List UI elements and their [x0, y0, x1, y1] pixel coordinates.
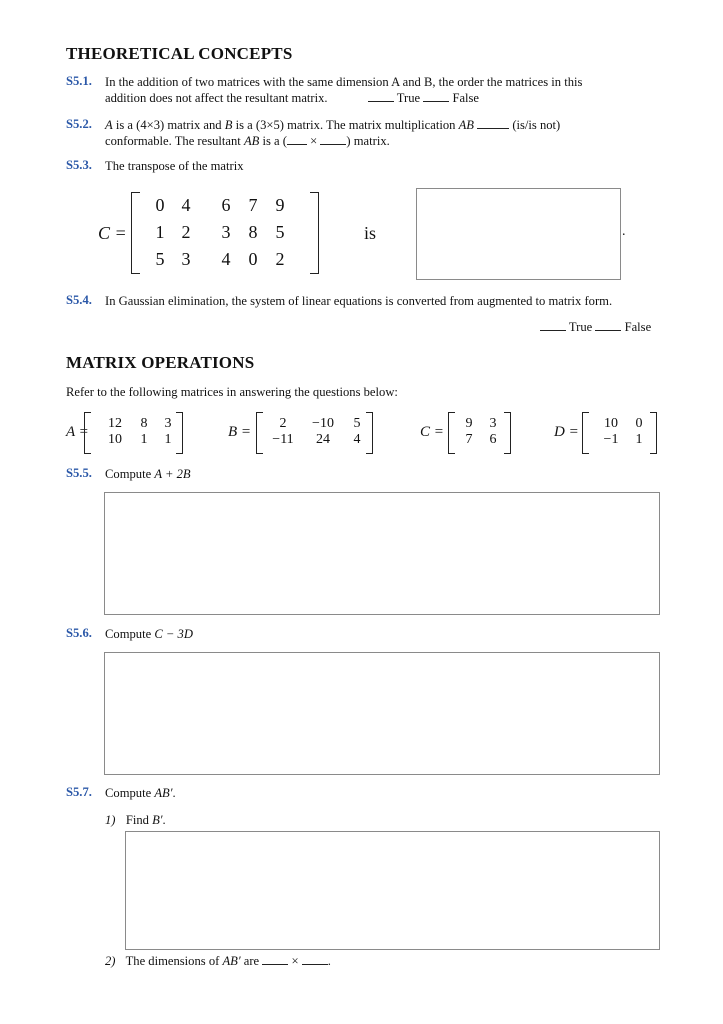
question-number-s5-5: S5.5.	[66, 466, 92, 480]
s5-2-var-b: B	[224, 118, 233, 132]
question-number-s5-1: S5.1.	[66, 74, 92, 88]
s5-7-period: .	[172, 786, 176, 800]
question-number-s5-2: S5.2.	[66, 117, 92, 131]
matrix-a-cell: 1	[164, 432, 172, 447]
matrix-c-cell: 0	[155, 195, 165, 215]
dim-cols-blank[interactable]	[302, 953, 328, 965]
matrix-a-cell: 10	[108, 432, 122, 447]
s5-5-expr: A + 2B	[154, 467, 191, 481]
matrix-c-right-bracket	[504, 412, 511, 454]
question-text-s5-2	[105, 117, 665, 149]
s5-2-text-5: ) matrix.	[346, 134, 390, 148]
question-text-s5-3: The transpose of the matrix	[105, 159, 244, 173]
sub-question-2	[105, 953, 331, 969]
question-number-s5-6: S5.6.	[66, 626, 92, 640]
question-text-s5-6	[105, 626, 193, 642]
matrix-c-left-bracket	[448, 412, 455, 454]
true-blank-s5-4[interactable]	[540, 319, 566, 331]
s5-2-text-2: is a (3×5) matrix. The matrix multiplication	[232, 118, 459, 132]
sub1-period: .	[162, 813, 166, 827]
matrix-b-cell: 24	[316, 432, 330, 447]
matrix-c-cell: 2	[275, 249, 285, 269]
s5-7-text: Compute	[105, 786, 155, 800]
s5-2-var-a: A	[105, 118, 113, 132]
s5-2-line1	[105, 117, 665, 133]
matrix-c-cell: 3	[181, 249, 191, 269]
matrix-d-cell: −1	[603, 432, 619, 447]
s5-1-line2	[105, 90, 665, 106]
matrix-d-cell: 0	[635, 416, 643, 431]
matrix-c-cell: 5	[155, 249, 165, 269]
matrix-b-cell: 2	[279, 416, 287, 431]
matrix-b-cell: 4	[353, 432, 361, 447]
s5-2-line2	[105, 133, 665, 149]
question-text-s5-4: In Gaussian elimination, the system of linear equations is converted from augmented to matrix form.	[105, 294, 613, 308]
is-text: is	[364, 223, 377, 243]
answer-box-s5-5[interactable]	[104, 492, 660, 615]
answer-box-s5-3[interactable]	[416, 188, 621, 280]
matrix-c-label: C =	[420, 424, 444, 440]
matrix-c-label: C =	[98, 223, 127, 243]
sub1-text: Find	[125, 813, 153, 827]
matrix-c-cell: 3	[489, 416, 497, 431]
matrix-b-cell: −10	[312, 416, 334, 431]
sub2-text: The dimensions of	[125, 954, 223, 968]
matrix-b-right-bracket	[366, 412, 373, 454]
sub2-expr: AB′	[222, 954, 241, 968]
false-label-s5-4: False	[624, 320, 652, 334]
true-false-s5-4	[540, 319, 651, 335]
s5-1-line1: In the addition of two matrices with the same dimension A and B, the order the matrices in this	[105, 75, 583, 89]
matrix-d-left-bracket	[582, 412, 589, 454]
answer-box-s5-6[interactable]	[104, 652, 660, 775]
question-number-s5-3: S5.3.	[66, 158, 92, 172]
matrix-a-cell: 1	[140, 432, 148, 447]
period: .	[622, 224, 626, 239]
conformable-blank[interactable]	[477, 117, 509, 129]
answer-box-s5-7-1[interactable]	[125, 831, 660, 950]
intro-text: Refer to the following matrices in answering the questions below:	[66, 385, 398, 399]
times-symbol: ×	[310, 134, 318, 148]
matrix-c-cell: 3	[221, 222, 231, 242]
matrix-b-cell: 5	[353, 416, 361, 431]
matrix-c-cell: 6	[489, 432, 497, 447]
s5-2-text-1: is a (4×3) matrix and	[112, 118, 225, 132]
question-text-s5-1	[105, 74, 665, 106]
matrix-c-cell: 6	[221, 195, 231, 215]
matrix-c-cell: 7	[248, 195, 258, 215]
matrix-a-cell: 12	[108, 416, 122, 431]
matrix-c-cell: 4	[181, 195, 191, 215]
matrix-c-cell: 9	[465, 416, 473, 431]
section-heading-theoretical: THEORETICAL CONCEPTS	[66, 44, 293, 63]
question-number-s5-4: S5.4.	[66, 293, 92, 307]
s5-6-expr: C − 3D	[154, 627, 193, 641]
sub-question-1	[105, 812, 166, 828]
question-text-s5-5	[105, 466, 191, 482]
dim-rows-blank[interactable]	[262, 953, 288, 965]
matrix-d-label: D =	[554, 424, 579, 440]
matrix-b-cell: −11	[272, 432, 294, 447]
left-bracket	[131, 192, 140, 274]
s5-2-choice: (is/is not)	[512, 118, 561, 132]
matrix-c-cell: 7	[465, 432, 473, 447]
s5-2-text-4: is a (	[259, 134, 287, 148]
matrix-c-cell: 2	[181, 222, 191, 242]
question-text-s5-7	[105, 785, 176, 801]
right-bracket	[310, 192, 319, 274]
matrix-c-cell: 4	[221, 249, 231, 269]
matrix-c-cell: 5	[275, 222, 285, 242]
matrix-d-right-bracket	[650, 412, 657, 454]
question-number-s5-7: S5.7.	[66, 785, 92, 799]
s5-2-text-3: conformable. The resultant	[105, 134, 244, 148]
cols-blank[interactable]	[320, 133, 346, 145]
s5-5-text: Compute	[105, 467, 155, 481]
sub2-are: are	[240, 954, 260, 968]
s5-2-var-ab: AB	[458, 118, 474, 132]
matrix-b-label: B =	[228, 424, 252, 440]
matrix-c-cell: 0	[248, 249, 258, 269]
matrix-a-right-bracket	[176, 412, 183, 454]
true-label-s5-4: True	[568, 320, 593, 334]
matrix-a-cell: 3	[164, 416, 172, 431]
matrix-d-cell: 10	[604, 416, 618, 431]
matrix-a-cell: 8	[140, 416, 148, 431]
false-label-s5-1: False	[452, 91, 480, 105]
section-heading-matrix-operations: MATRIX OPERATIONS	[66, 353, 255, 372]
true-label-s5-1: True	[396, 91, 421, 105]
matrix-c-cell: 9	[275, 195, 285, 215]
s5-6-text: Compute	[105, 627, 155, 641]
true-blank-s5-1[interactable]	[368, 90, 394, 102]
matrix-c-cell: 1	[155, 222, 165, 242]
s5-1-line2-text: addition does not affect the resultant matrix.	[105, 91, 328, 105]
matrix-d-cell: 1	[635, 432, 643, 447]
s5-2-var-ab-2: AB	[243, 134, 260, 148]
s5-7-expr: AB′	[154, 786, 173, 800]
matrix-a-left-bracket	[84, 412, 91, 454]
false-blank-s5-1[interactable]	[423, 90, 449, 102]
sub1-expr: B′	[152, 813, 163, 827]
false-blank-s5-4[interactable]	[595, 319, 621, 331]
rows-blank[interactable]	[287, 133, 307, 145]
sub2-times: ×	[291, 954, 299, 968]
sub1-number: 1)	[105, 813, 116, 827]
sub2-period: .	[327, 954, 331, 968]
matrix-a-label: A =	[66, 424, 89, 440]
matrix-c-cell: 8	[248, 222, 258, 242]
sub2-number: 2)	[105, 954, 116, 968]
matrix-b-left-bracket	[256, 412, 263, 454]
